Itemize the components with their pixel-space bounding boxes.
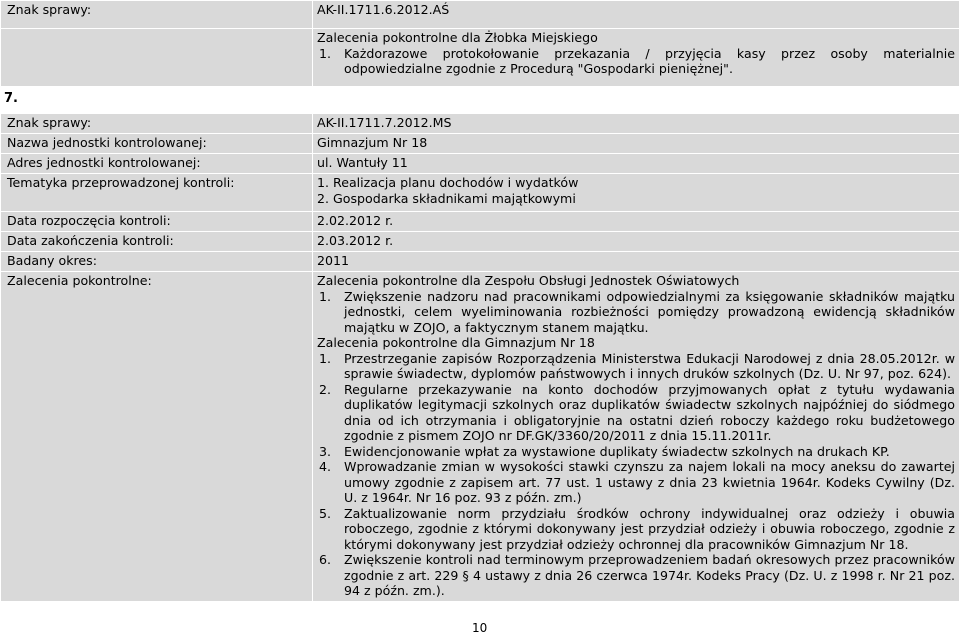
list-item-number: 1. (319, 288, 332, 304)
list-item (317, 382, 955, 444)
recommendations-heading-school: Zalecenia pokontrolne dla Gimnazjum Nr 18 (317, 335, 595, 350)
section-number: 7. (4, 91, 18, 106)
topics-value (313, 174, 959, 212)
list-item (317, 289, 955, 336)
list-item-text: Wprowadzanie zmian w wysokości stawki czynszu za najem lokali na mocy aneksu do zawartej umowy zgodnie z zapisem art. 77 ust. 1 ustawy z dnia 23 kwietnia 1964r. Kodeks Cywilny (Dz. U. z 1964r. Nr 16 poz. 93 z późn. zm.) (344, 459, 955, 505)
list-item-text: Zwiększenie kontroli nad terminowym przeprowadzeniem badań okresowych przez pracowników zgodnie z art. 229 § 4 ustawy z dnia 26 czerwca 1974r. Kodeks Pracy (Dz. U. z 1998 r. Nr 21 poz. 94 z późn. zm.). (344, 552, 955, 598)
recommendations-list-school (317, 351, 955, 599)
list-item (317, 444, 955, 460)
recommendations-heading-zojo: Zalecenia pokontrolne dla Zespołu Obsługi Jednostek Oświatowych (317, 273, 740, 288)
list-item-number: 1. (319, 45, 332, 61)
list-item (317, 506, 955, 553)
recommendations-value (313, 272, 959, 602)
topics-label: Tematyka przeprowadzonej kontroli: (1, 174, 313, 212)
page-number: 10 (472, 621, 488, 635)
list-item (317, 46, 955, 77)
prev-recommendations (313, 29, 959, 87)
case-number-label: Znak sprawy: (1, 114, 313, 134)
list-item-text: Każdorazowe protokołowanie przekazania / przyjęcia kasy przez osoby materialnie odpowiedzialne zgodnie z Procedurą "Gospodarki pieniężnej". (344, 45, 955, 76)
topic-item: 1. Realizacja planu dochodów i wydatków (317, 175, 579, 190)
end-date-label: Data zakończenia kontroli: (1, 232, 313, 252)
list-item (317, 459, 955, 506)
recommendations-list-zojo (317, 289, 955, 336)
list-item-number: 3. (319, 443, 332, 459)
previous-inspection-table (0, 0, 959, 87)
period-value: 2011 (313, 252, 959, 272)
start-date-value: 2.02.2012 r. (313, 212, 959, 232)
unit-address-label: Adres jednostki kontrolowanej: (1, 154, 313, 174)
unit-name-label: Nazwa jednostki kontrolowanej: (1, 134, 313, 154)
prev-case-label: Znak sprawy: (1, 1, 313, 29)
list-item-number: 6. (319, 552, 332, 567)
recommendations-label: Zalecenia pokontrolne: (1, 272, 313, 602)
inspection-table (0, 113, 959, 602)
list-item-text: Zaktualizowanie norm przydziału środków ochrony indywidualnej oraz odzieży i obuwia roboczego, zgodnie z którymi dokonywany jest przydział odzieży i obuwia roboczego, zgodnie z którymi dokonywany jest przydział odzieży ochronnej dla pracowników Gimnazjum Nr 18. (344, 505, 955, 552)
list-item-text: Ewidencjonowanie wpłat za wystawione duplikaty świadectw szkolnych na drukach KP. (344, 443, 890, 459)
unit-address-value: ul. Wantuły 11 (313, 154, 959, 174)
list-item (317, 552, 955, 599)
period-label: Badany okres: (1, 252, 313, 272)
prev-case-value: AK-II.1711.6.2012.AŚ (313, 1, 959, 29)
list-item-number: 5. (319, 505, 332, 521)
prev-recommendations-heading: Zalecenia pokontrolne dla Żłobka Miejskiego (317, 30, 598, 45)
list-item-text: Przestrzeganie zapisów Rozporządzenia Ministerstwa Edukacji Narodowej z dnia 28.05.2012r. w sprawie świadectw, dyplomów państwowych i innych druków szkolnych (Dz. U. Nr 97, poz. 624). (344, 350, 955, 381)
topic-item: 2. Gospodarka składnikami majątkowymi (317, 190, 576, 206)
list-item (317, 351, 955, 382)
list-item-number: 1. (319, 350, 332, 366)
unit-name-value: Gimnazjum Nr 18 (313, 134, 959, 154)
list-item-text: Regularne przekazywanie na konto dochodów przyjmowanych opłat z tytułu wydawania duplikatów legitymacji szkolnych oraz duplikatów świadectw szkolnych najpóźniej do siódmego dnia od ich otrzymania i obligatoryjnie na ostatni dzień roboczy każdego roku budżetowego zgodnie z pismem ZOJO nr DF.GK/3360/20/2011 z dnia 15.11.2011r. (344, 381, 955, 443)
list-item-text: Zwiększenie nadzoru nad pracownikami odpowiedzialnymi za księgowanie składników majątku jednostki, celem wyeliminowania rozbieżności pomiędzy prowadzoną ewidencją składników majątku w ZOJO, a faktycznym stanem majątku. (344, 288, 955, 335)
prev-empty-label-cell (1, 29, 313, 87)
prev-recommendations-list (317, 46, 955, 77)
start-date-label: Data rozpoczęcia kontroli: (1, 212, 313, 232)
list-item-number: 2. (319, 381, 332, 397)
end-date-value: 2.03.2012 r. (313, 232, 959, 252)
list-item-number: 4. (319, 459, 332, 474)
case-number-value: AK-II.1711.7.2012.MS (313, 114, 959, 134)
